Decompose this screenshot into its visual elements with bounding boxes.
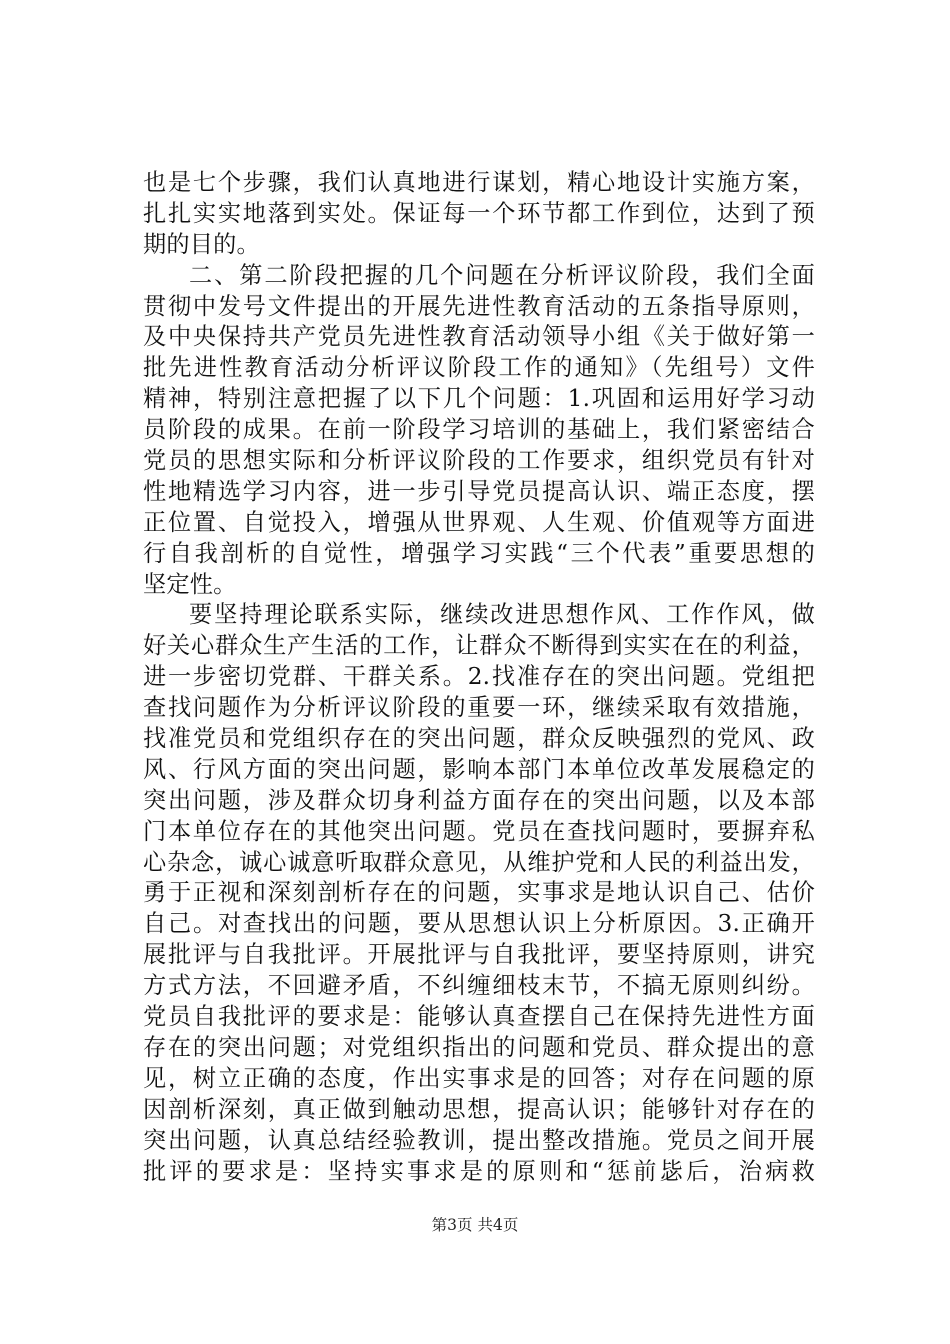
text-line: 批先进性教育活动分析评议阶段工作的通知》（先组号）文件 — [143, 354, 815, 382]
text-line: 坚定性。 — [143, 570, 237, 598]
text-line: 好关心群众生产生活的工作，让群众不断得到实实在在的利益， — [143, 632, 815, 660]
page-footer: 第3页 共4页 — [431, 1216, 519, 1234]
text-line: 门本单位存在的其他突出问题。党员在查找问题时，要摒弃私 — [143, 817, 815, 845]
text-line: 自己。对查找出的问题，要从思想认识上分析原因。3.正确开 — [143, 910, 815, 938]
text-line: 要坚持理论联系实际，继续改进思想作风、工作作风，做 — [189, 601, 815, 629]
text-line: 党员自我批评的要求是：能够认真查摆自己在保持先进性方面 — [143, 1003, 815, 1031]
text-line: 方式方法，不回避矛盾，不纠缠细枝末节，不搞无原则纠纷。 — [143, 972, 815, 1000]
text-line: 扎扎实实地落到实处。保证每一个环节都工作到位，达到了预 — [143, 199, 815, 227]
text-line: 心杂念，诚心诚意听取群众意见，从维护党和人民的利益出发， — [143, 848, 815, 876]
text-line: 及中央保持共产党员先进性教育活动领导小组《关于做好第一 — [143, 323, 815, 351]
text-line: 行自我剖析的自觉性，增强学习实践“三个代表”重要思想的 — [143, 539, 815, 567]
text-line: 党员的思想实际和分析评议阶段的工作要求，组织党员有针对 — [143, 447, 815, 475]
text-line: 正位置、自觉投入，增强从世界观、人生观、价值观等方面进 — [143, 508, 815, 536]
text-line: 突出问题，认真总结经验教训，提出整改措施。党员之间开展 — [143, 1126, 815, 1154]
text-line: 找准党员和党组织存在的突出问题，群众反映强烈的党风、政 — [143, 725, 815, 753]
body-text — [143, 168, 815, 1187]
text-line: 查找问题作为分析评议阶段的重要一环，继续采取有效措施， — [143, 694, 815, 722]
text-line: 贯彻中发号文件提出的开展先进性教育活动的五条指导原则， — [143, 292, 815, 320]
text-line: 员阶段的成果。在前一阶段学习培训的基础上，我们紧密结合 — [143, 416, 815, 444]
text-line: 二、第二阶段把握的几个问题在分析评议阶段，我们全面 — [189, 261, 815, 289]
text-line: 精神，特别注意把握了以下几个问题：1.巩固和运用好学习动 — [143, 385, 815, 413]
text-line: 见，树立正确的态度，作出实事求是的回答；对存在问题的原 — [143, 1064, 815, 1092]
text-line: 期的目的。 — [143, 230, 260, 258]
text-line: 性地精选学习内容，进一步引导党员提高认识、端正态度，摆 — [143, 477, 815, 505]
text-line: 也是七个步骤，我们认真地进行谋划，精心地设计实施方案， — [143, 169, 815, 196]
text-line: 批评的要求是：坚持实事求是的原则和“惩前毖后，治病救 — [143, 1157, 815, 1185]
text-line: 展批评与自我批评。开展批评与自我批评，要坚持原则，讲究 — [143, 941, 815, 969]
text-line: 因剖析深刻，真正做到触动思想，提高认识；能够针对存在的 — [143, 1095, 815, 1123]
text-line: 存在的突出问题；对党组织指出的问题和党员、群众提出的意 — [143, 1033, 815, 1061]
text-line: 突出问题，涉及群众切身利益方面存在的突出问题，以及本部 — [143, 786, 815, 814]
text-line: 勇于正视和深刻剖析存在的问题，实事求是地认识自己、估价 — [143, 879, 815, 907]
text-line: 风、行风方面的突出问题，影响本部门本单位改革发展稳定的 — [143, 755, 815, 783]
text-line: 进一步密切党群、干群关系。2.找准存在的突出问题。党组把 — [143, 663, 815, 691]
